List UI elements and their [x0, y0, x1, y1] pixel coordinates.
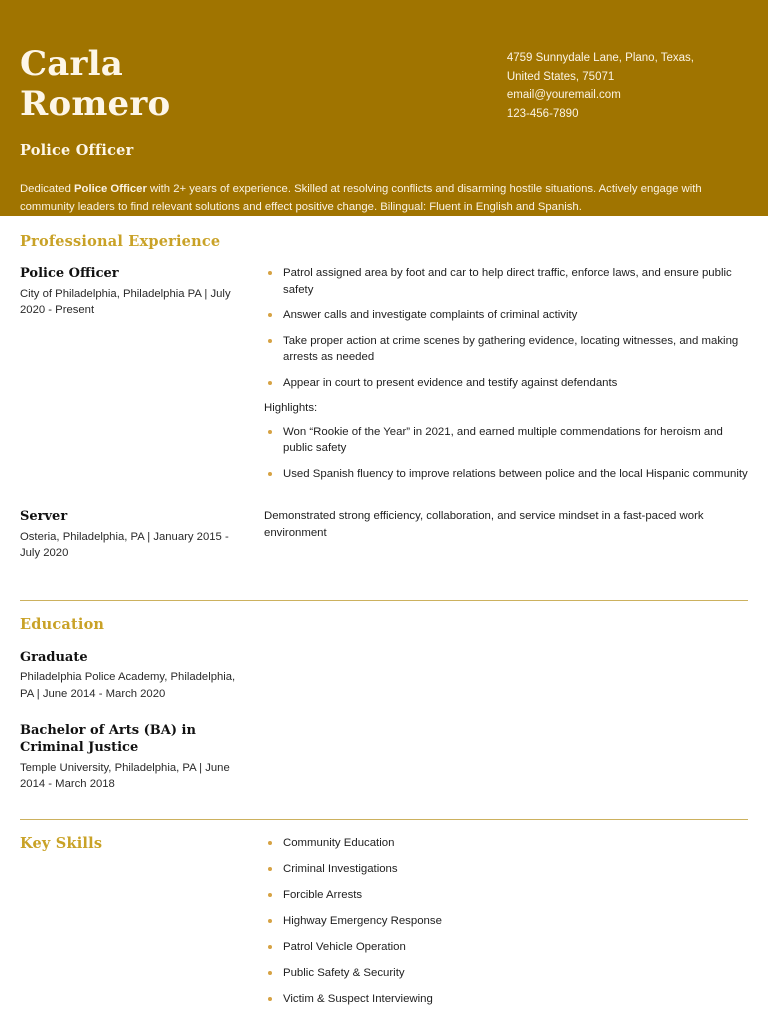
summary-rest: with 2+ years of experience. Skilled at resolving conflicts and disarming hostile situations. Actively engage with community leaders to find relevant solutions and effect positive change. Bilingual: Fluent in English and Spanish. — [20, 183, 702, 213]
resume-header — [0, 0, 768, 216]
list-item: Public Safety & Security — [264, 965, 748, 982]
entry-left-graduate — [20, 649, 262, 702]
entry-right-server — [262, 508, 748, 541]
header-top-row — [20, 44, 748, 159]
list-item: Take proper action at crime scenes by gathering evidence, locating witnesses, and making arrests as needed — [264, 333, 748, 366]
contact-phone[interactable]: 123-456-7890 — [506, 107, 579, 120]
list-item: Forcible Arrests — [264, 887, 748, 904]
list-item: Answer calls and investigate complaints of criminal activity — [264, 307, 748, 324]
contact-address-line2: United States, 75071 — [506, 70, 615, 83]
resume-body — [0, 233, 768, 562]
contact-block — [507, 49, 694, 124]
list-item: Won “Rookie of the Year” in 2021, and earned multiple commendations for heroism and public safety — [264, 424, 748, 457]
experience-entry-server — [20, 508, 748, 561]
divider-key-skills — [20, 819, 748, 820]
list-item: Patrol assigned area by foot and car to help direct traffic, enforce laws, and ensure public safety — [264, 265, 748, 298]
candidate-name — [20, 44, 170, 124]
list-item: Community Education — [264, 835, 748, 852]
education-heading: Education — [20, 615, 105, 633]
entry-meta: Philadelphia Police Academy, Philadelphia, PA | June 2014 - March 2020 — [20, 671, 236, 700]
summary-prefix: Dedicated — [20, 183, 75, 196]
key-skills-list — [264, 835, 748, 1008]
name-last: Romero — [20, 84, 171, 125]
education-entry-bachelor — [20, 722, 748, 793]
list-item: Victim & Suspect Interviewing — [264, 991, 748, 1008]
list-item: Criminal Investigations — [264, 861, 748, 878]
summary-bold-role: Police Officer — [74, 183, 147, 196]
section-education — [20, 616, 748, 633]
experience-entry-police-officer — [20, 265, 748, 491]
contact-address-line1: 4759 Sunnydale Lane, Plano, Texas, — [506, 52, 694, 64]
list-item: Patrol Vehicle Operation — [264, 939, 748, 956]
entry-left-server — [20, 508, 262, 561]
experience-heading: Professional Experience — [20, 233, 221, 250]
experience-bullet-list — [264, 265, 748, 391]
entry-title: Bachelor of Arts (BA) in Criminal Justice — [20, 722, 196, 756]
skills-heading: Key Skills — [20, 834, 103, 852]
entry-left-police-officer — [20, 265, 262, 318]
list-item: Highway Emergency Response — [264, 913, 748, 930]
candidate-job-title: Police Officer — [20, 142, 134, 160]
entry-left-bachelor — [20, 722, 262, 793]
experience-left-column — [20, 233, 262, 250]
section-professional-experience — [20, 233, 748, 250]
divider-education — [20, 600, 748, 601]
list-item: Used Spanish fluency to improve relations between police and the local Hispanic community — [264, 466, 748, 483]
education-entry-graduate — [20, 649, 748, 702]
entry-title: Police Officer — [20, 266, 119, 281]
entry-title: Graduate — [20, 649, 88, 665]
experience-highlights-list — [264, 424, 748, 483]
list-item: Appear in court to present evidence and testify against defendants — [264, 375, 748, 392]
entry-title: Server — [20, 509, 68, 525]
highlights-label: Highlights: — [264, 402, 318, 415]
entry-meta: Temple University, Philadelphia, PA | June 2014 - March 2018 — [20, 762, 230, 791]
section-key-skills — [20, 835, 748, 1017]
skills-right-column — [262, 835, 748, 1017]
name-block — [20, 44, 170, 159]
entry-meta: City of Philadelphia, Philadelphia PA | July 2020 - Present — [20, 287, 231, 316]
entry-description: Demonstrated strong efficiency, collaboration, and service mindset in a fast-paced work environment — [264, 510, 704, 539]
education-left-column — [20, 616, 262, 633]
name-first: Carla — [20, 44, 123, 84]
education-body — [0, 616, 768, 793]
entry-meta: Osteria, Philadelphia, PA | January 2015 - July 2020 — [20, 530, 229, 560]
skills-left-column — [20, 835, 262, 852]
skills-body — [0, 835, 768, 1017]
entry-right-police-officer — [262, 265, 748, 491]
contact-email[interactable]: email@youremail.com — [506, 89, 621, 102]
professional-summary — [20, 181, 720, 216]
